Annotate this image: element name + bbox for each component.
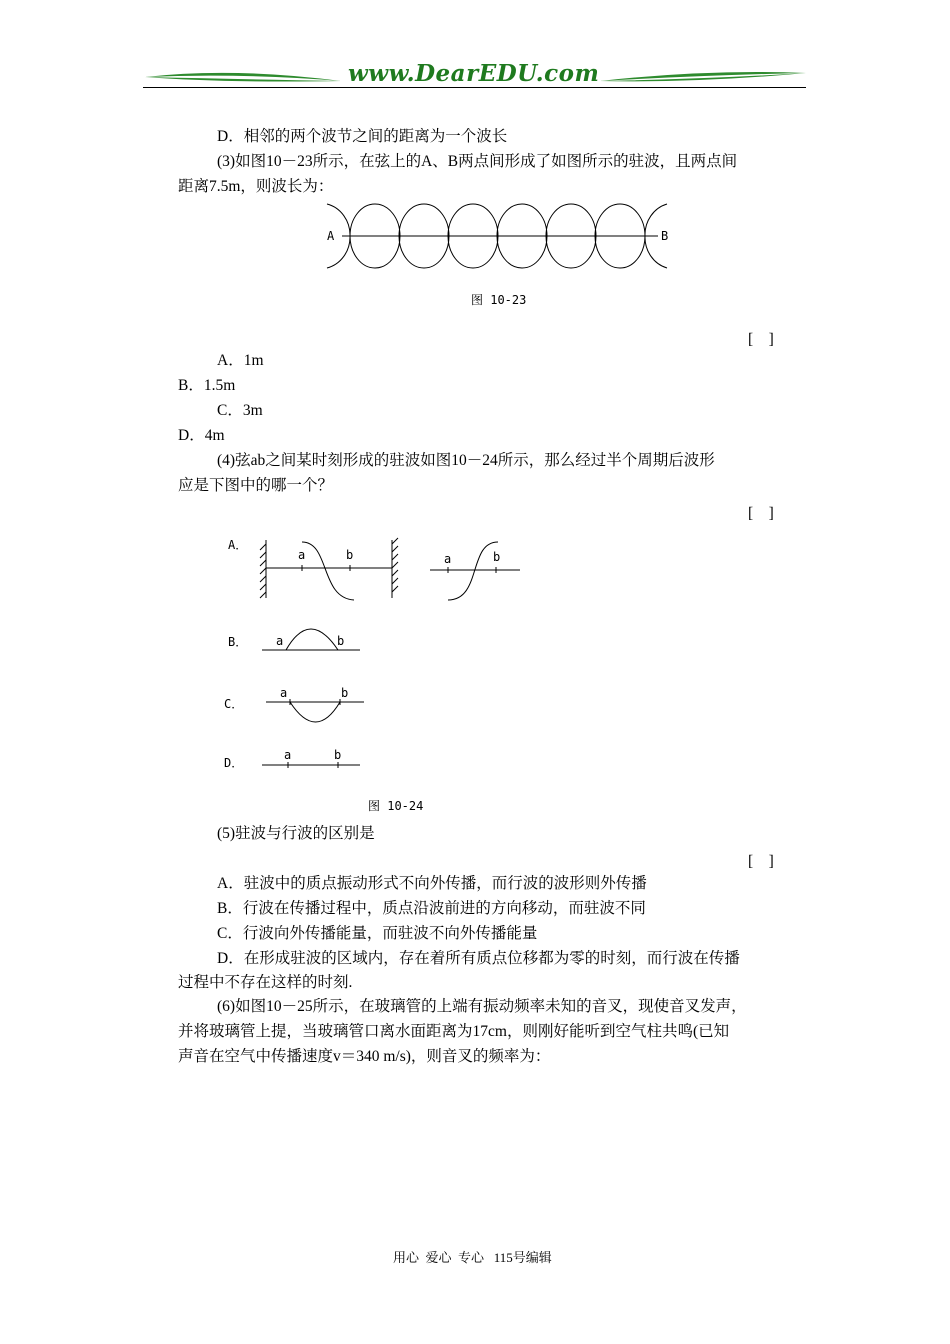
figure-10-23 [322,200,672,272]
point-b-label: B [661,229,669,243]
figure-10-24 [220,530,540,780]
q3-option-c: C．3m [217,402,263,419]
page-footer: 用心 爱心 专心 115号编辑 [393,1250,552,1265]
fig24-a1-label: a [298,548,306,562]
fig24-a5-label: a [284,748,292,762]
header-rule [143,87,806,88]
question-4-line2: 应是下图中的哪一个？ [178,477,334,494]
answer-bracket-q3: [ ] [748,331,774,348]
q5-option-b: B．行波在传播过程中，质点沿波前进的方向移动，而驻波不同 [217,900,646,917]
fig24-b1-label: b [346,548,354,562]
q5-option-d-cont: 过程中不存在这样的时刻. [178,974,353,991]
fig24-option-c-label: C． [224,697,244,711]
fig24-b4-label: b [341,686,349,700]
answer-bracket-q4: [ ] [748,505,774,522]
fig24-b5-label: b [334,748,342,762]
question-6-line2: 并将玻璃管上提，当玻璃管口离水面距离为17cm，则刚好能听到空气柱共鸣(已知 [178,1023,730,1040]
figure-10-24-caption: 图 10-24 [368,799,424,813]
q5-option-a: A．驻波中的质点振动形式不向外传播，而行波的波形则外传播 [217,875,647,892]
figure-10-23-caption: 图 10-23 [471,293,527,307]
fig24-option-b-label: B． [228,635,248,649]
question-6-line1: (6)如图10－25所示，在玻璃管的上端有振动频率未知的音叉，现使音叉发声， [217,998,747,1015]
fig24-option-d-label: D． [224,756,244,770]
q5-option-c: C．行波向外传播能量，而驻波不向外传播能量 [217,925,538,942]
fig24-option-a-label: A． [228,538,248,552]
q3-option-b: B．1.5m [178,377,236,394]
question-6-line3: 声音在空气中传播速度v＝340 m/s)，则音叉的频率为： [178,1048,551,1065]
header-swoosh-left [143,65,343,89]
answer-bracket-q5: [ ] [748,853,774,870]
option-d-q2: D．相邻的两个波节之间的距离为一个波长 [217,128,508,145]
fig24-a3-label: a [276,634,284,648]
site-logo-text: www.DearEDU.com [348,60,600,87]
standing-wave-diagram [322,200,672,272]
figure-10-24-diagrams [220,530,540,780]
fig24-a2-label: a [444,552,452,566]
question-3-line1: (3)如图10－23所示，在弦上的A、B两点间形成了如图所示的驻波，且两点间 [217,153,738,170]
question-5: (5)驻波与行波的区别是 [217,825,375,842]
question-4-line1: (4)弦ab之间某时刻形成的驻波如图10－24所示，那么经过半个周期后波形 [217,452,715,469]
fig24-a4-label: a [280,686,288,700]
fig24-b3-label: b [337,634,345,648]
page-header [143,60,806,92]
q5-option-d: D．在形成驻波的区域内，存在着所有质点位移都为零的时刻，而行波在传播 [217,950,740,967]
q3-option-a: A．1m [217,352,264,369]
question-3-line2: 距离7.5m，则波长为： [178,178,334,195]
q3-option-d: D．4m [178,427,225,444]
header-swoosh-right [598,65,808,89]
fig24-b2-label: b [493,550,501,564]
point-a-label: A [327,229,335,243]
